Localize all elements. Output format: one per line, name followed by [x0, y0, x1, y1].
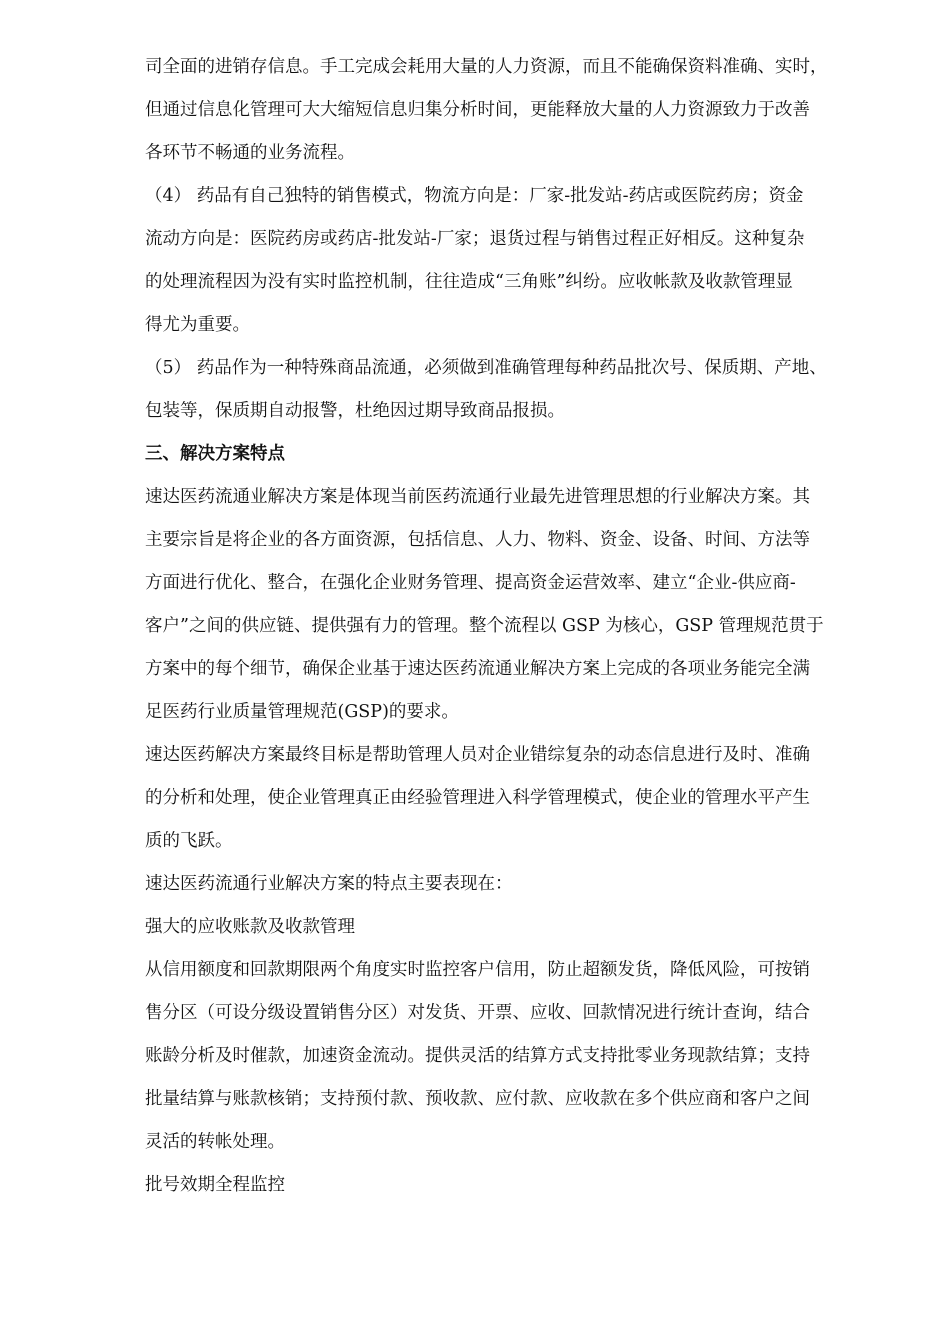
text-line: 足医药行业质量管理规范(GSP)的要求。 — [145, 702, 459, 722]
text-line: 得尤为重要。 — [145, 315, 250, 335]
text-line: 的处理流程因为没有实时监控机制，往往造成“三角账”纠纷。应收帐款及收款管理显 — [145, 272, 793, 292]
text-line: 灵活的转帐处理。 — [145, 1132, 285, 1152]
text-line: 包装等，保质期自动报警，杜绝因过期导致商品报损。 — [145, 401, 565, 421]
text-line: 主要宗旨是将企业的各方面资源，包括信息、人力、物料、资金、设备、时间、方法等 — [145, 530, 810, 550]
subheading-line: 强大的应收账款及收款管理 — [145, 917, 355, 937]
text-line: 流动方向是：医院药房或药店-批发站-厂家；退货过程与销售过程正好相反。这种复杂 — [145, 229, 805, 249]
text-line: 各环节不畅通的业务流程。 — [145, 143, 355, 163]
text-line: 司全面的进销存信息。手工完成会耗用大量的人力资源，而且不能确保资料准确、实时， — [145, 57, 828, 77]
text-line: （4） 药品有自己独特的销售模式，物流方向是：厂家-批发站-药店或医院药房；资金 — [145, 186, 804, 206]
text-line: 售分区（可设分级设置销售分区）对发货、开票、应收、回款情况进行统计查询，结合 — [145, 1003, 810, 1023]
text-line: 批量结算与账款核销；支持预付款、预收款、应付款、应收款在多个供应商和客户之间 — [145, 1089, 810, 1109]
text-line: 但通过信息化管理可大大缩短信息归集分析时间，更能释放大量的人力资源致力于改善 — [145, 100, 810, 120]
subheading-line: 批号效期全程监控 — [145, 1175, 285, 1195]
text-line: 客户”之间的供应链、提供强有力的管理。整个流程以 GSP 为核心，GSP 管理规范贯于 — [145, 616, 824, 636]
text-line: 方面进行优化、整合，在强化企业财务管理、提高资金运营效率、建立“企业-供应商- — [145, 573, 796, 593]
text-line: 从信用额度和回款期限两个角度实时监控客户信用，防止超额发货，降低风险，可按销 — [145, 960, 810, 980]
text-line: 速达医药流通行业解决方案的特点主要表现在： — [145, 874, 513, 894]
document-page — [145, 46, 890, 1207]
text-line: 速达医药流通业解决方案是体现当前医药流通行业最先进管理思想的行业解决方案。其 — [145, 487, 810, 507]
text-line: 账龄分析及时催款，加速资金流动。提供灵活的结算方式支持批零业务现款结算；支持 — [145, 1046, 810, 1066]
text-line: 的分析和处理，使企业管理真正由经验管理进入科学管理模式，使企业的管理水平产生 — [145, 788, 810, 808]
text-line: 方案中的每个细节，确保企业基于速达医药流通业解决方案上完成的各项业务能完全满 — [145, 659, 810, 679]
section-heading: 三、解决方案特点 — [145, 444, 285, 464]
text-line: 质的飞跃。 — [145, 831, 233, 851]
text-line: （5） 药品作为一种特殊商品流通，必须做到准确管理每种药品批次号、保质期、产地、 — [145, 358, 827, 378]
text-line: 速达医药解决方案最终目标是帮助管理人员对企业错综复杂的动态信息进行及时、准确 — [145, 745, 810, 765]
